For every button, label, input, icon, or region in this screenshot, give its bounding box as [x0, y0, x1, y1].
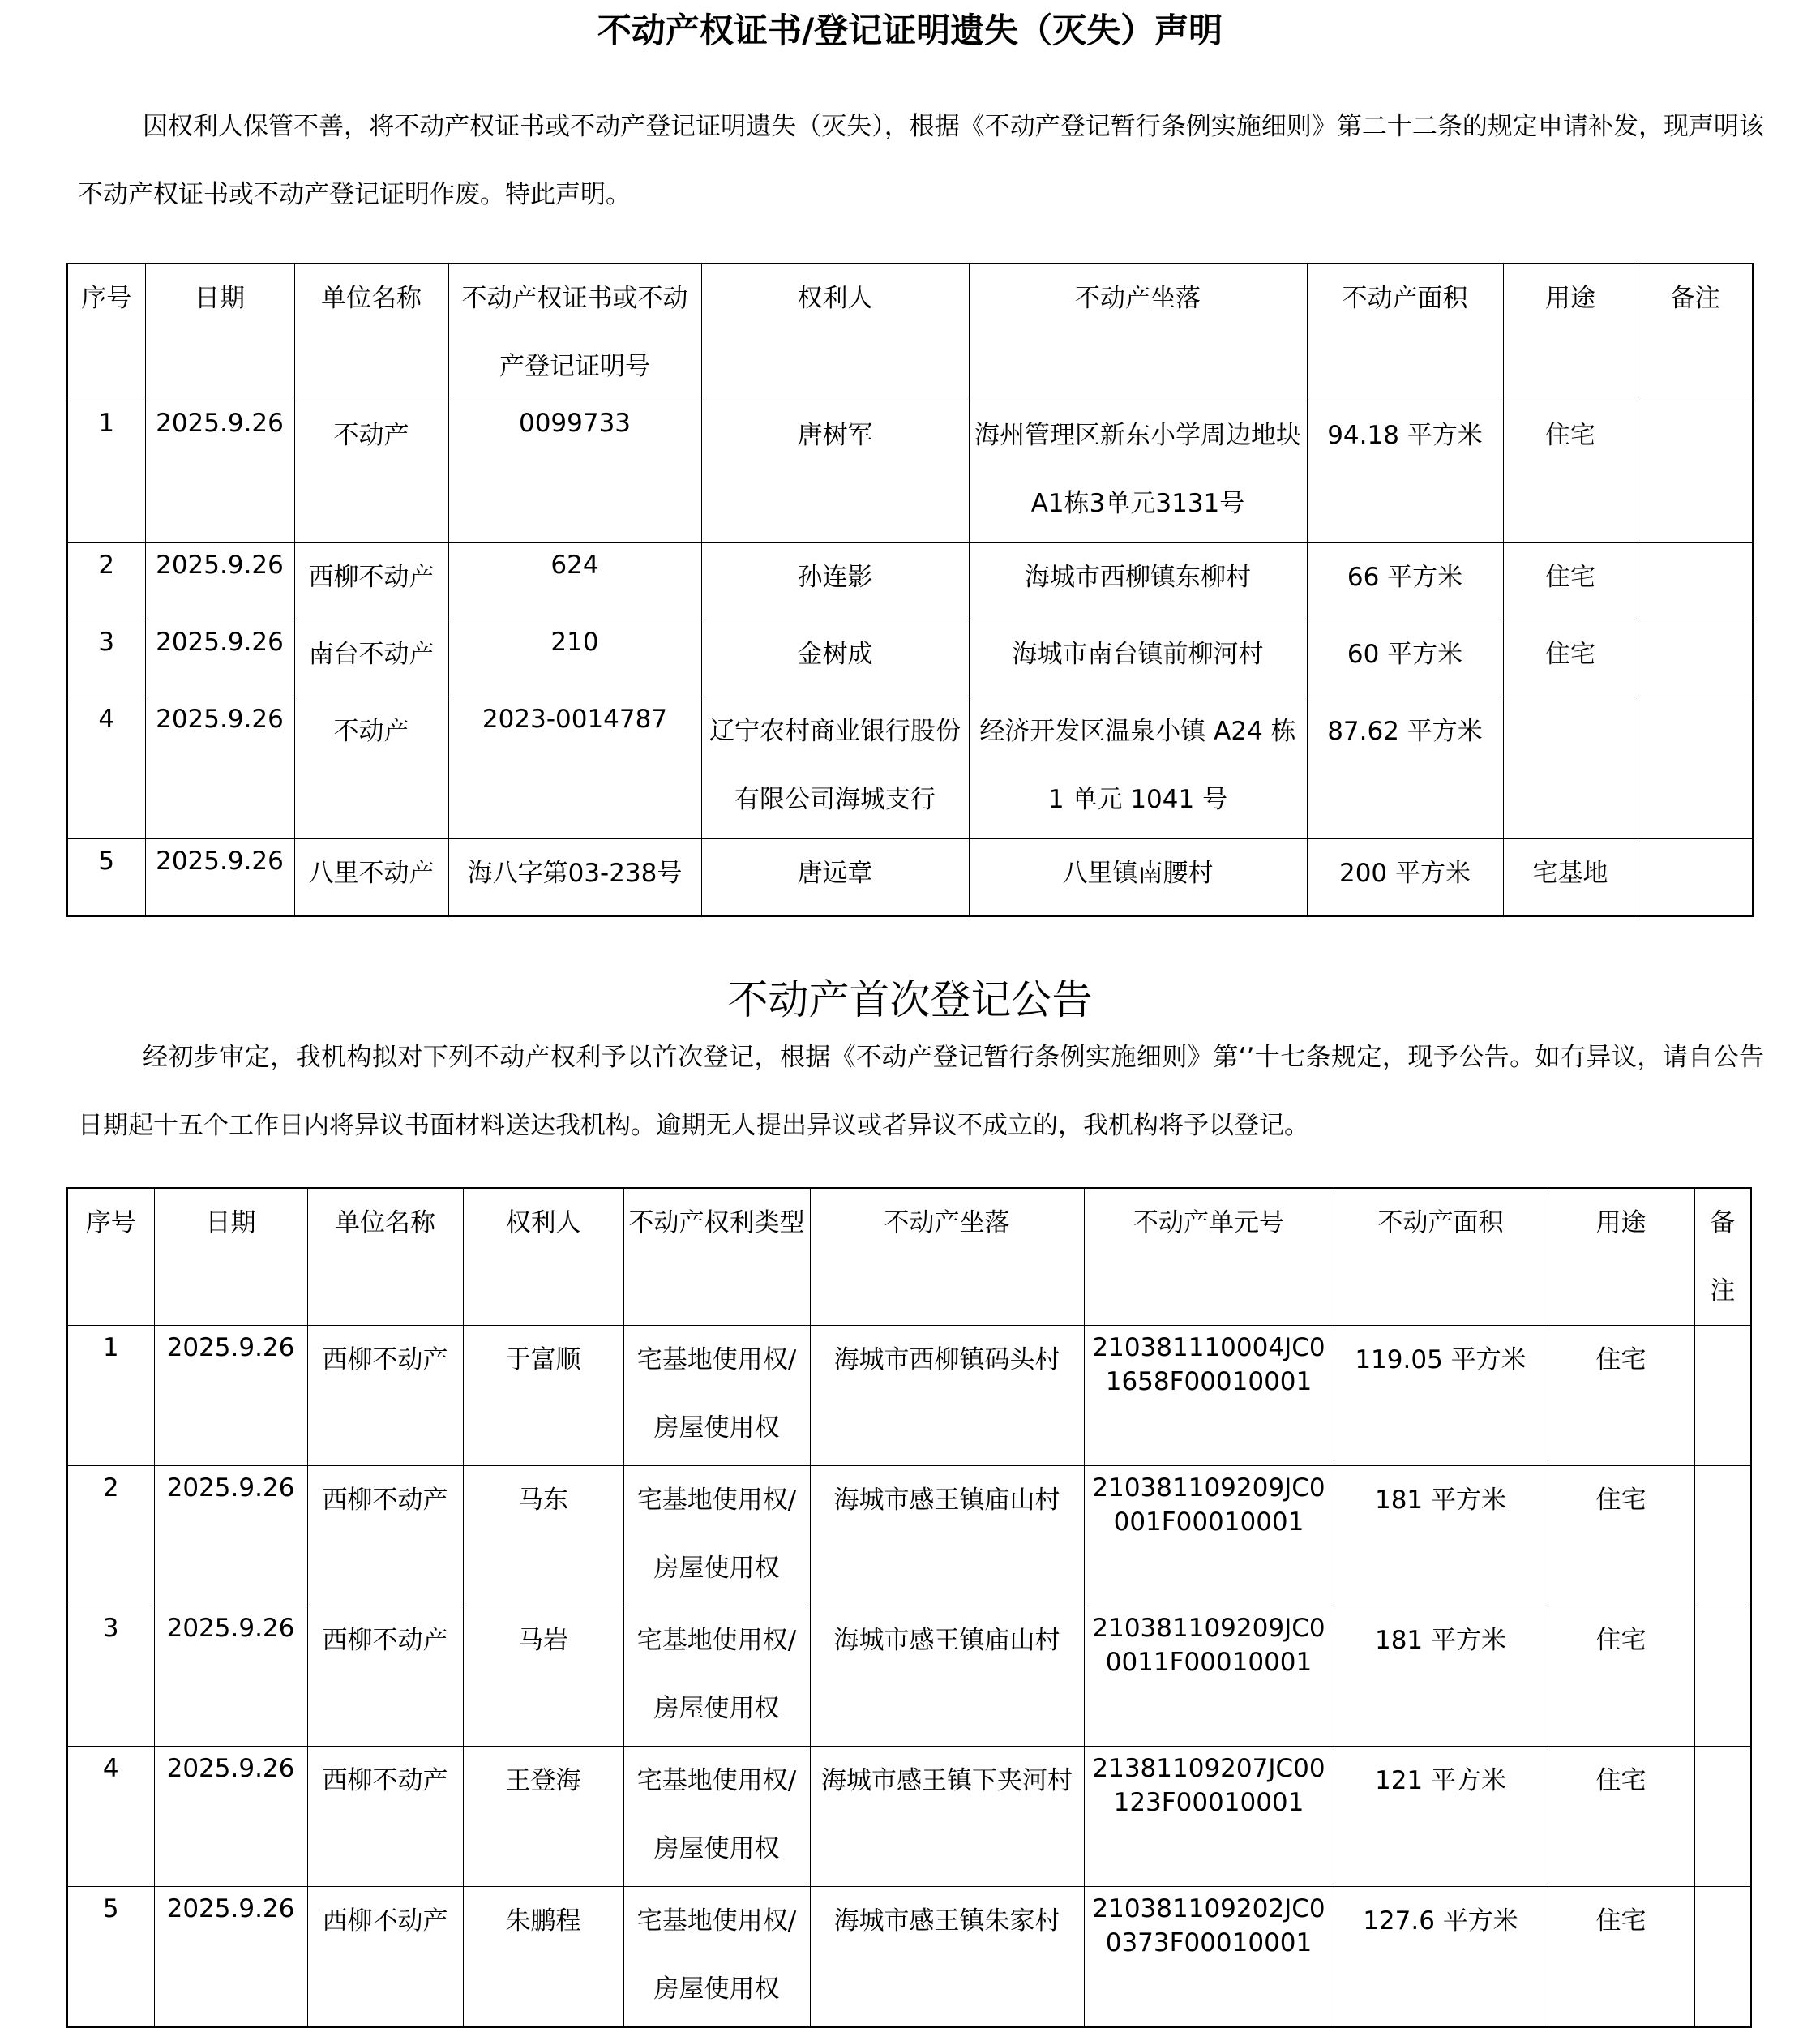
- cell-use: 宅基地: [1503, 839, 1638, 917]
- cell-area: 119.05 平方米: [1334, 1326, 1548, 1466]
- cell-use: 住宅: [1548, 1747, 1694, 1887]
- cell-no: 3: [67, 620, 145, 697]
- cell-holder: 马岩: [463, 1606, 623, 1747]
- table-row: [67, 543, 1753, 620]
- cell-cert-no: 0099733: [448, 401, 701, 543]
- cell-right-type: 宅基地使用权/房屋使用权: [623, 1747, 810, 1887]
- header-cell: 不动产面积: [1334, 1188, 1548, 1326]
- cell-date: 2025.9.26: [154, 1887, 307, 2028]
- cell-remark: [1638, 401, 1753, 543]
- cell-location: 海城市感王镇庙山村: [810, 1606, 1084, 1747]
- table-row: [67, 697, 1753, 839]
- table-row: [67, 1466, 1751, 1606]
- cell-area: 60 平方米: [1307, 620, 1503, 697]
- cell-use: 住宅: [1503, 620, 1638, 697]
- cell-location: 海城市感王镇朱家村: [810, 1887, 1084, 2028]
- header-cell: 序号: [67, 1188, 154, 1326]
- cell-holder: 金树成: [701, 620, 969, 697]
- header-cell: 单位名称: [294, 264, 448, 401]
- cell-holder: 朱鹏程: [463, 1887, 623, 2028]
- cell-unit: 西柳不动产: [307, 1466, 463, 1606]
- table-header-row: [67, 264, 1753, 401]
- cell-unit: 西柳不动产: [307, 1326, 463, 1466]
- cell-no: 5: [67, 839, 145, 917]
- header-cell: 备注: [1694, 1188, 1751, 1326]
- cell-area: 181 平方米: [1334, 1466, 1548, 1606]
- cell-right-type: 宅基地使用权/房屋使用权: [623, 1326, 810, 1466]
- cell-remark: [1694, 1887, 1751, 2028]
- cell-area: 181 平方米: [1334, 1606, 1548, 1747]
- cell-holder: 辽宁农村商业银行股份有限公司海城支行: [701, 697, 969, 839]
- table-header-row: [67, 1188, 1751, 1326]
- cell-no: 3: [67, 1606, 154, 1747]
- header-cell: 日期: [145, 264, 294, 401]
- cell-location: 海城市南台镇前柳河村: [969, 620, 1307, 697]
- table-row: [67, 620, 1753, 697]
- cell-cert-no: 2023-0014787: [448, 697, 701, 839]
- cell-holder: 于富顺: [463, 1326, 623, 1466]
- cell-remark: [1638, 697, 1753, 839]
- loss-statement-table: [66, 263, 1754, 917]
- cell-no: 1: [67, 401, 145, 543]
- cell-unit: 八里不动产: [294, 839, 448, 917]
- cell-location: 海城市感王镇庙山村: [810, 1466, 1084, 1606]
- cell-date: 2025.9.26: [154, 1606, 307, 1747]
- cell-location: 海城市西柳镇东柳村: [969, 543, 1307, 620]
- cell-remark: [1638, 620, 1753, 697]
- table-row: [67, 401, 1753, 543]
- cell-unit-no: 210381109209JC00011F00010001: [1084, 1606, 1334, 1747]
- cell-use: 住宅: [1503, 401, 1638, 543]
- cell-date: 2025.9.26: [145, 401, 294, 543]
- cell-area: 87.62 平方米: [1307, 697, 1503, 839]
- cell-right-type: 宅基地使用权/房屋使用权: [623, 1466, 810, 1606]
- cell-area: 66 平方米: [1307, 543, 1503, 620]
- header-cell: 不动产权利类型: [623, 1188, 810, 1326]
- header-cell: 用途: [1503, 264, 1638, 401]
- cell-remark: [1694, 1326, 1751, 1466]
- cell-location: 八里镇南腰村: [969, 839, 1307, 917]
- cell-use: 住宅: [1548, 1466, 1694, 1606]
- first-registration-table: [66, 1187, 1752, 2028]
- header-cell: 不动产坐落: [969, 264, 1307, 401]
- cell-cert-no: 210: [448, 620, 701, 697]
- cell-unit: 南台不动产: [294, 620, 448, 697]
- loss-statement-title: 不动产权证书/登记证明遗失（灭失）声明: [597, 11, 1223, 50]
- cell-cert-no: 海八字第03-238号: [448, 839, 701, 917]
- cell-no: 1: [67, 1326, 154, 1466]
- cell-date: 2025.9.26: [145, 839, 294, 917]
- header-cell: 单位名称: [307, 1188, 463, 1326]
- table-row: [67, 1747, 1751, 1887]
- header-cell: 不动产坐落: [810, 1188, 1084, 1326]
- cell-unit-no: 210381110004JC01658F00010001: [1084, 1326, 1334, 1466]
- cell-no: 4: [67, 1747, 154, 1887]
- header-cell: 不动产权证书或不动产登记证明号: [448, 264, 701, 401]
- cell-holder: 唐远章: [701, 839, 969, 917]
- cell-date: 2025.9.26: [154, 1747, 307, 1887]
- cell-date: 2025.9.26: [154, 1466, 307, 1606]
- cell-location: 海州管理区新东小学周边地块A1栋3单元3131号: [969, 401, 1307, 543]
- table-row: [67, 1326, 1751, 1466]
- cell-use: [1503, 697, 1638, 839]
- cell-area: 200 平方米: [1307, 839, 1503, 917]
- cell-remark: [1638, 543, 1753, 620]
- cell-remark: [1694, 1606, 1751, 1747]
- header-cell: 序号: [67, 264, 145, 401]
- loss-statement-paragraph: 因权利人保管不善，将不动产权证书或不动产登记证明遗失（灭失），根据《不动产登记暂行条例实施细则》第二十二条的规定申请补发，现声明该不动产权证书或不动产登记证明作废。特此声明。: [78, 112, 1764, 209]
- cell-date: 2025.9.26: [145, 697, 294, 839]
- header-cell: 不动产面积: [1307, 264, 1503, 401]
- header-cell: 备注: [1638, 264, 1753, 401]
- table-row: [67, 1887, 1751, 2028]
- cell-unit-no: 210381109202JC00373F00010001: [1084, 1887, 1334, 2028]
- cell-location: 海城市感王镇下夹河村: [810, 1747, 1084, 1887]
- cell-date: 2025.9.26: [145, 543, 294, 620]
- cell-use: 住宅: [1548, 1326, 1694, 1466]
- cell-date: 2025.9.26: [145, 620, 294, 697]
- cell-unit: 不动产: [294, 697, 448, 839]
- cell-right-type: 宅基地使用权/房屋使用权: [623, 1606, 810, 1747]
- cell-holder: 孙连影: [701, 543, 969, 620]
- cell-unit: 西柳不动产: [294, 543, 448, 620]
- cell-no: 2: [67, 543, 145, 620]
- cell-date: 2025.9.26: [154, 1326, 307, 1466]
- cell-location: 经济开发区温泉小镇 A24 栋 1 单元 1041 号: [969, 697, 1307, 839]
- header-cell: 不动产单元号: [1084, 1188, 1334, 1326]
- cell-no: 4: [67, 697, 145, 839]
- first-registration-title: 不动产首次登记公告: [727, 976, 1093, 1023]
- header-cell: 权利人: [701, 264, 969, 401]
- cell-unit-no: 21381109207JC00123F00010001: [1084, 1747, 1334, 1887]
- cell-unit-no: 210381109209JC0001F00010001: [1084, 1466, 1334, 1606]
- cell-unit: 不动产: [294, 401, 448, 543]
- cell-use: 住宅: [1503, 543, 1638, 620]
- header-cell: 用途: [1548, 1188, 1694, 1326]
- table-row: [67, 839, 1753, 917]
- cell-no: 2: [67, 1466, 154, 1606]
- cell-cert-no: 624: [448, 543, 701, 620]
- cell-no: 5: [67, 1887, 154, 2028]
- header-cell: 日期: [154, 1188, 307, 1326]
- cell-area: 127.6 平方米: [1334, 1887, 1548, 2028]
- cell-unit: 西柳不动产: [307, 1747, 463, 1887]
- cell-area: 121 平方米: [1334, 1747, 1548, 1887]
- cell-remark: [1694, 1466, 1751, 1606]
- cell-holder: 王登海: [463, 1747, 623, 1887]
- header-cell: 权利人: [463, 1188, 623, 1326]
- cell-holder: 马东: [463, 1466, 623, 1606]
- cell-use: 住宅: [1548, 1606, 1694, 1747]
- cell-holder: 唐树军: [701, 401, 969, 543]
- cell-location: 海城市西柳镇码头村: [810, 1326, 1084, 1466]
- first-registration-paragraph: 经初步审定，我机构拟对下列不动产权利予以首次登记，根据《不动产登记暂行条例实施细则》第‘’十七条规定，现予公告。如有异议，请自公告日期起十五个工作日内将异议书面材料送达我机构。逾期无人提出异议或者异议不成立的，我机构将予以登记。: [78, 1043, 1764, 1140]
- cell-remark: [1638, 839, 1753, 917]
- cell-area: 94.18 平方米: [1307, 401, 1503, 543]
- table-row: [67, 1606, 1751, 1747]
- cell-use: 住宅: [1548, 1887, 1694, 2028]
- cell-right-type: 宅基地使用权/房屋使用权: [623, 1887, 810, 2028]
- cell-remark: [1694, 1747, 1751, 1887]
- cell-unit: 西柳不动产: [307, 1606, 463, 1747]
- cell-unit: 西柳不动产: [307, 1887, 463, 2028]
